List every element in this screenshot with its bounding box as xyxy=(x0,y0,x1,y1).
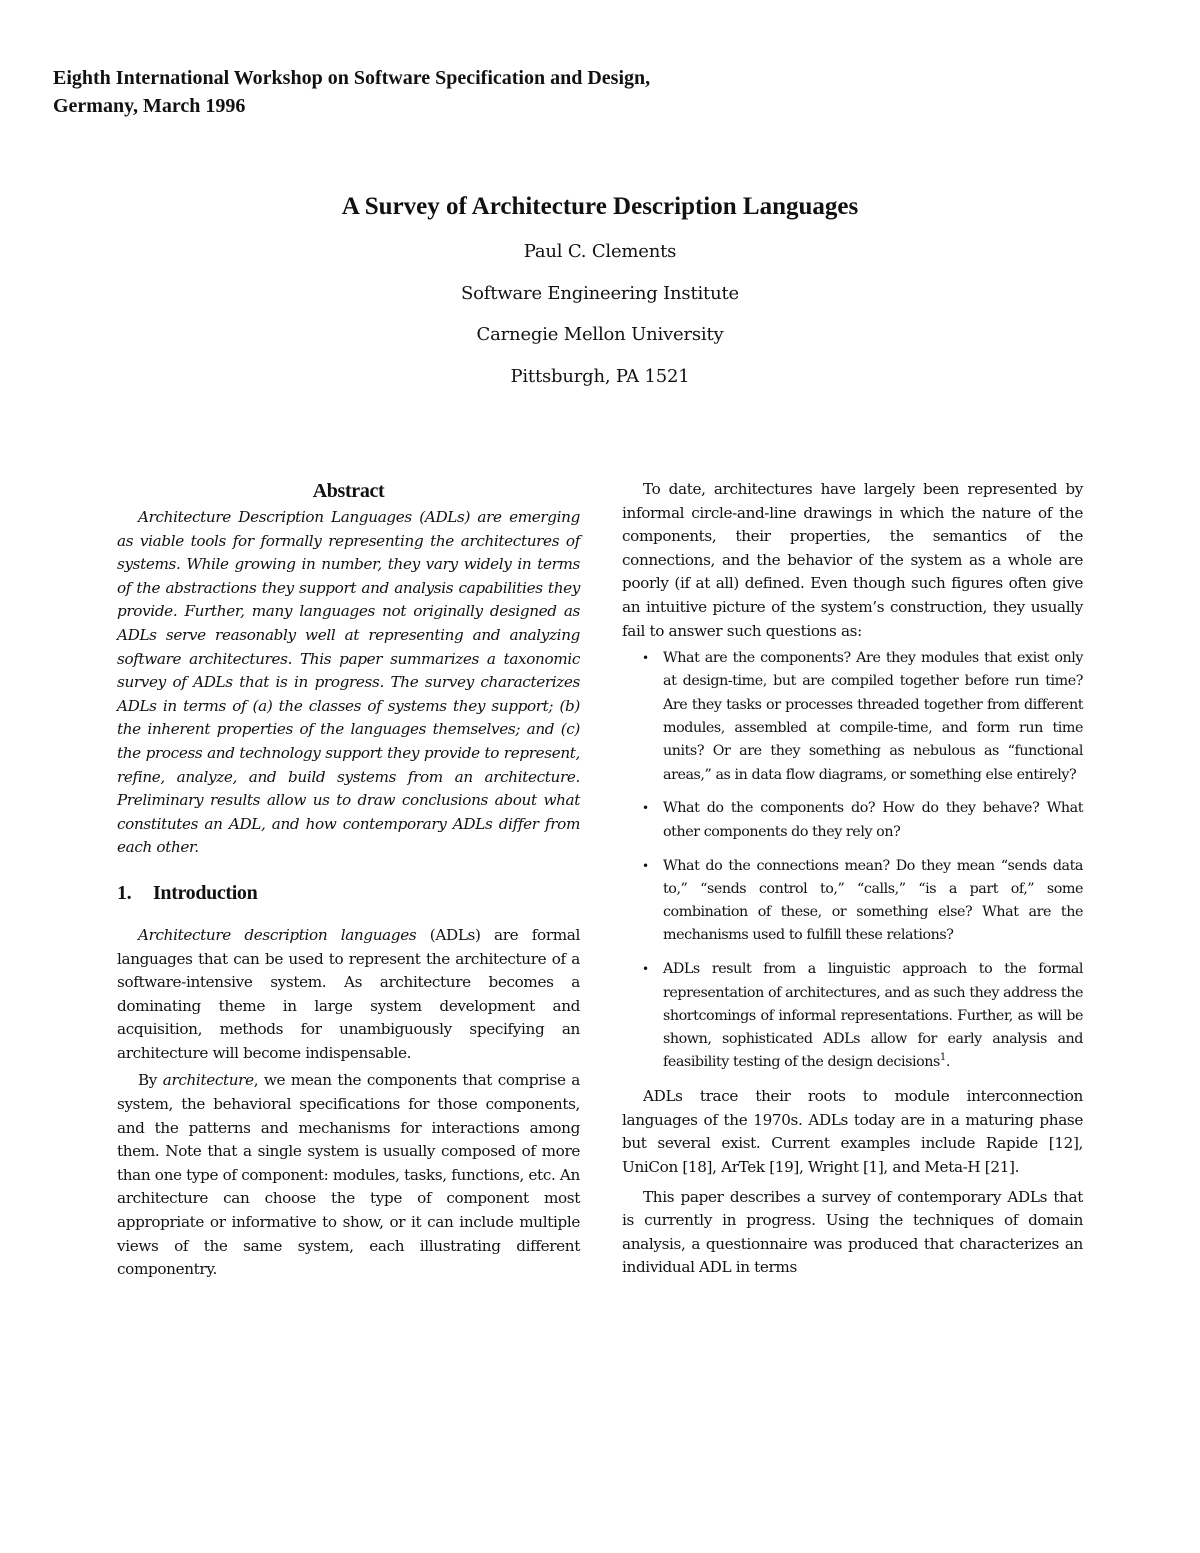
intro-paragraph-1-text: (ADLs) are formal languages that can be used to represent the architecture of a software-intensive system. As architecture becomes a dominating theme in large system development and acquisition, methods for unambiguously specifying an architecture will become indispensable. xyxy=(117,925,580,1062)
intro-term-architecture: architecture xyxy=(162,1071,254,1090)
bullet-icon: • xyxy=(642,651,649,666)
abstract-text: Architecture Description Languages (ADLs) are emerging as viable tools for formally representing the architectures of systems. While growing in number, they vary widely in terms of the abstractions they support and analysis capabilities they provide. Further, many languages not originally designed as ADLs serve reasonably well at representing and analyzing software architectures. This paper summarizes a taxonomic survey of ADLs that is in progress. The survey characterizes ADLs in terms of (a) the classes of systems they support; (b) the inherent properties of the languages themselves; and (c) the process and technology support they provide to represent, refine, analyze, and build systems from an architecture. Preliminary results allow us to draw conclusions about what constitutes an ADL, and how contemporary ADLs differ from each other. xyxy=(117,508,580,857)
right-paragraph-1: To date, architectures have largely been represented by informal circle-and-line drawings in which the nature of the components, their properties, the semantics of the connections, and the behavior of the system as a whole are poorly (if at all) defined. Even though such figures often give an intuitive picture of the system’s construction, they usually fail to answer such questions as: xyxy=(622,480,1083,640)
abstract-heading: Abstract xyxy=(312,480,385,502)
list-item xyxy=(622,647,1083,787)
section-heading-introduction xyxy=(117,880,580,906)
author-name: Paul C. Clements xyxy=(523,241,677,262)
list-item xyxy=(622,855,1083,948)
conference-header-line-2: Germany, March 1996 xyxy=(53,95,246,117)
question-list xyxy=(622,647,1083,1075)
list-item-text: What do the components do? How do they behave? What other components do they rely on? xyxy=(663,800,1083,840)
right-paragraph-2: ADLs trace their roots to module interconnection languages of the 1970s. ADLs today are in a maturing phase but several exist. Current examples include Rapide [12], UniCon [18], ArTek [19], Wright [1], and Meta-H [21]. xyxy=(622,1087,1083,1176)
bullet-icon: • xyxy=(642,801,649,816)
list-item-end: . xyxy=(945,1054,950,1071)
right-column xyxy=(622,478,1083,1280)
right-paragraph-3: This paper describes a survey of contemporary ADLs that is currently in progress. Using the techniques of domain analysis, a questionnaire was produced that characterizes an individual ADL in terms xyxy=(622,1187,1083,1277)
bullet-icon: • xyxy=(642,962,649,977)
section-number: 1. xyxy=(117,881,132,904)
section-title: Introduction xyxy=(153,881,258,904)
list-item-text: What are the components? Are they modules that exist only at design-time, but are compiled together before run time? Are they tasks or processes threaded together from different modules, assembled at compile-time, and form run time units? Or are they something as nebulous as “functional areas,” as in data flow diagrams, or something else entirely? xyxy=(663,650,1083,783)
author-location: Pittsburgh, PA 1521 xyxy=(510,365,690,387)
list-item-text: What do the connections mean? Do they mean “sends data to,” “sends control to,” “calls,” “is a part of,” some combination of these, or something else? What are the mechanisms used to fulfill these relations? xyxy=(663,857,1083,944)
list-item xyxy=(622,797,1083,844)
paper-title: A Survey of Architecture Description Languages xyxy=(341,193,859,220)
intro-paragraph-1 xyxy=(117,924,580,1066)
intro-paragraph-2 xyxy=(117,1069,580,1281)
conference-header-line-1: Eighth International Workshop on Software Specification and Design, xyxy=(53,67,651,89)
author-affiliation-institute: Software Engineering Institute xyxy=(461,282,739,304)
intro-paragraph-2-lead: By xyxy=(138,1071,163,1090)
bullet-icon: • xyxy=(642,858,649,873)
title-block xyxy=(0,190,1200,397)
left-column xyxy=(117,478,580,1282)
conference-header xyxy=(53,64,953,120)
list-item xyxy=(622,958,1083,1074)
author-affiliation-university: Carnegie Mellon University xyxy=(476,324,724,345)
footnote-marker: 1 xyxy=(939,1052,946,1064)
intro-paragraph-2-text: , we mean the components that comprise a system, the behavioral specifications for those components, and the patterns and mechanisms for interactions among them. Note that a single system is usually composed of more than one type of component: modules, tasks, functions, etc. An architecture can choose the type of component most appropriate or informative to show, or it can include multiple views of the same system, each illustrating different componentry. xyxy=(117,1071,580,1279)
list-item-text: ADLs result from a linguistic approach to the formal representation of architectures, and as such they address the shortcomings of informal representations. Further, as will be shown, sophisticated ADLs allow for early analysis and feasibility testing of the design decisions xyxy=(663,961,1083,1071)
intro-term-adl: Architecture description languages xyxy=(138,925,417,944)
